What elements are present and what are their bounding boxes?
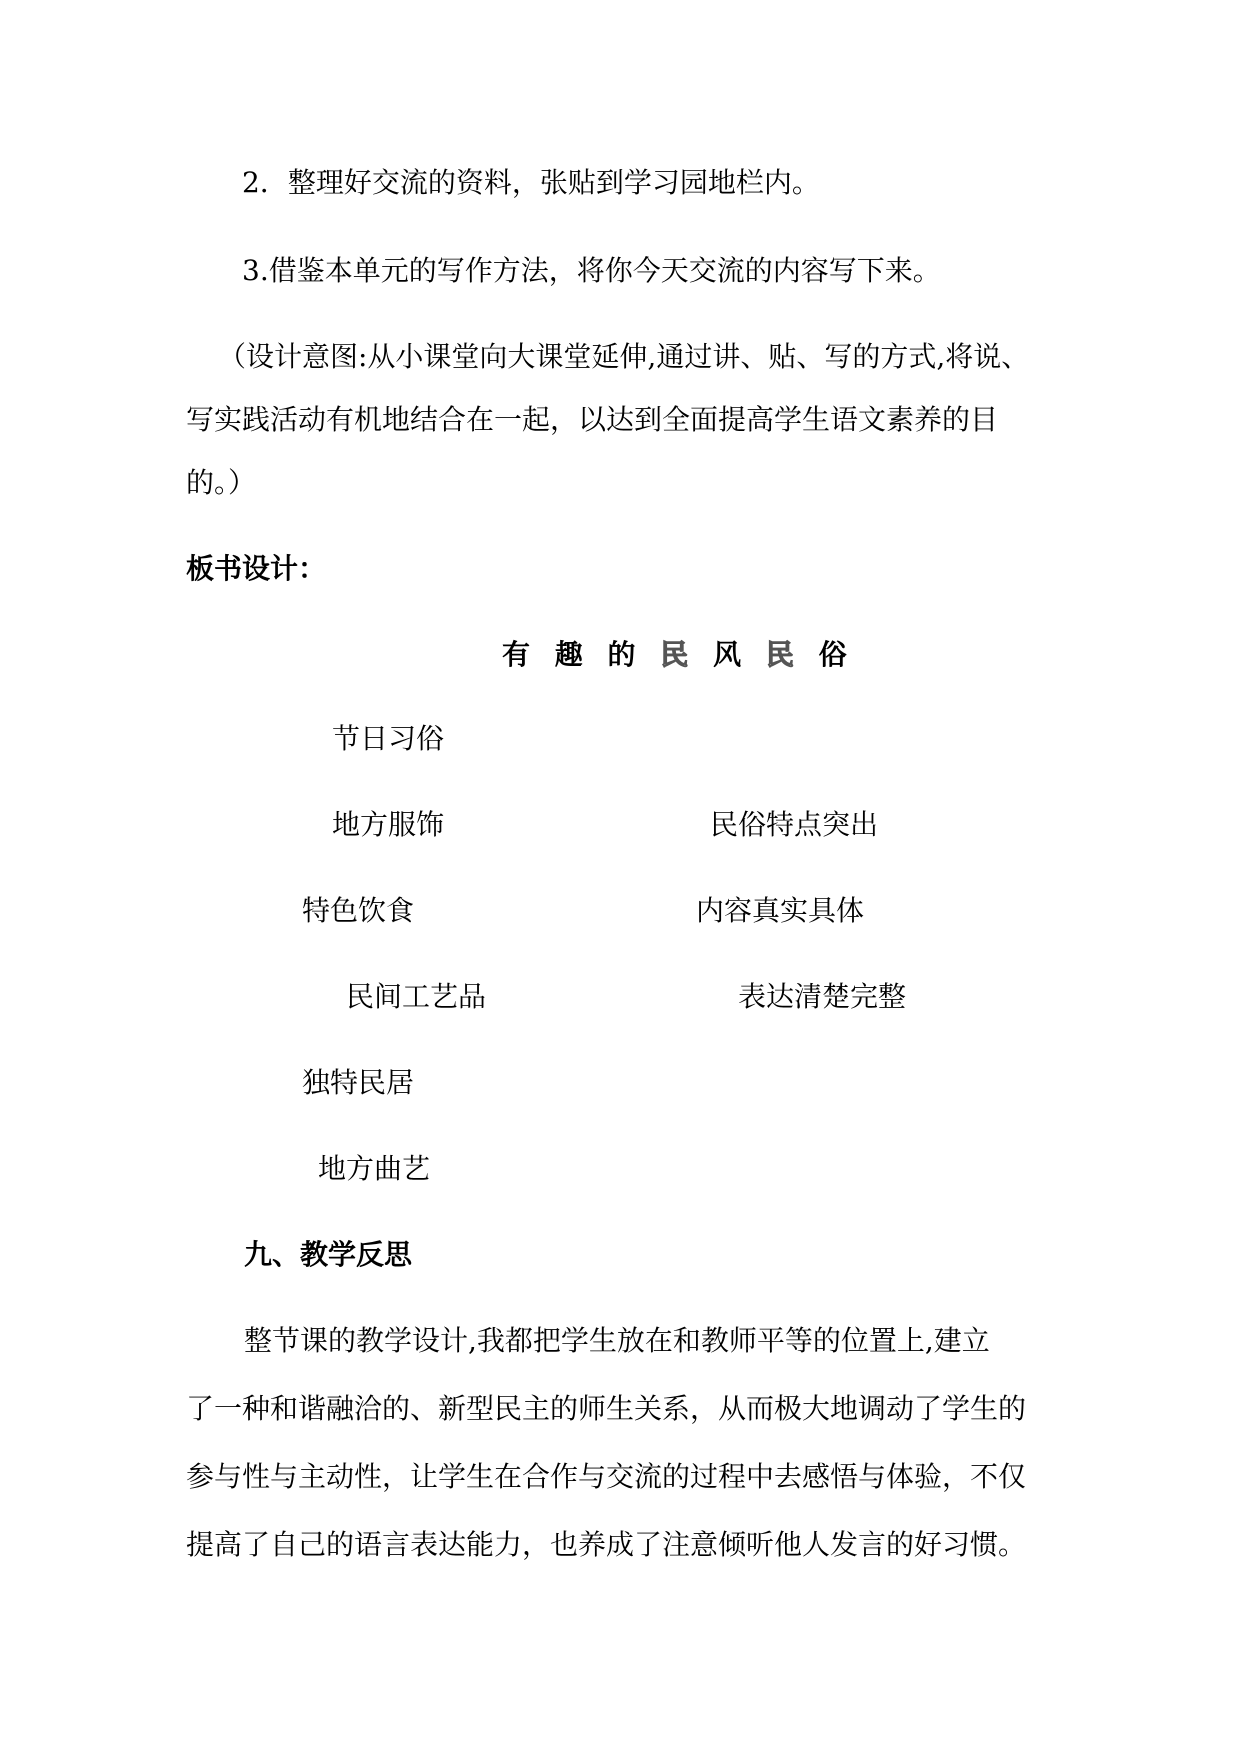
board-title-char: 趣 [554, 638, 583, 671]
board-right-item: 内容真实具体 [696, 894, 865, 927]
reflection-heading: 九、教学反思 [244, 1238, 413, 1271]
design-intent-line-3: 的。） [186, 466, 257, 499]
board-title-char-outline: 民 [765, 638, 794, 671]
step-3: 3.借鉴本单元的写作方法，将你今天交流的内容写下来。 [242, 254, 941, 287]
board-left-item: 节日习俗 [332, 722, 445, 755]
design-intent-line-2: 写实践活动有机地结合在一起，以达到全面提高学生语文素养的目 [186, 403, 999, 436]
board-title-char: 有 [502, 638, 531, 671]
board-design-heading: 板书设计： [186, 552, 327, 585]
reflection-line-4: 提高了自己的语言表达能力，也养成了注意倾听他人发言的好习惯。 [186, 1528, 1027, 1561]
reflection-line-1: 整节课的教学设计,我都把学生放在和教师平等的位置上,建立 [244, 1324, 990, 1357]
board-right-item: 表达清楚完整 [738, 980, 907, 1013]
board-left-item: 地方曲艺 [318, 1152, 431, 1185]
board-title-char: 风 [713, 638, 742, 671]
design-intent-line-1: （设计意图:从小课堂向大课堂延伸,通过讲、贴、写的方式,将说、 [218, 340, 1030, 373]
step-2: 2．整理好交流的资料，张贴到学习园地栏内。 [242, 166, 820, 199]
board-right-item: 民俗特点突出 [710, 808, 879, 841]
board-title-char: 的 [607, 638, 636, 671]
board-left-item: 特色饮食 [302, 894, 415, 927]
board-title [502, 638, 862, 672]
board-left-item: 地方服饰 [332, 808, 445, 841]
board-title-char: 俗 [818, 638, 847, 671]
board-left-item: 民间工艺品 [346, 980, 487, 1013]
board-left-item: 独特民居 [302, 1066, 415, 1099]
reflection-line-2: 了一种和谐融洽的、新型民主的师生关系，从而极大地调动了学生的 [186, 1392, 1027, 1425]
board-title-char-outline: 民 [660, 638, 689, 671]
reflection-line-3: 参与性与主动性，让学生在合作与交流的过程中去感悟与体验，不仅 [186, 1460, 1027, 1493]
